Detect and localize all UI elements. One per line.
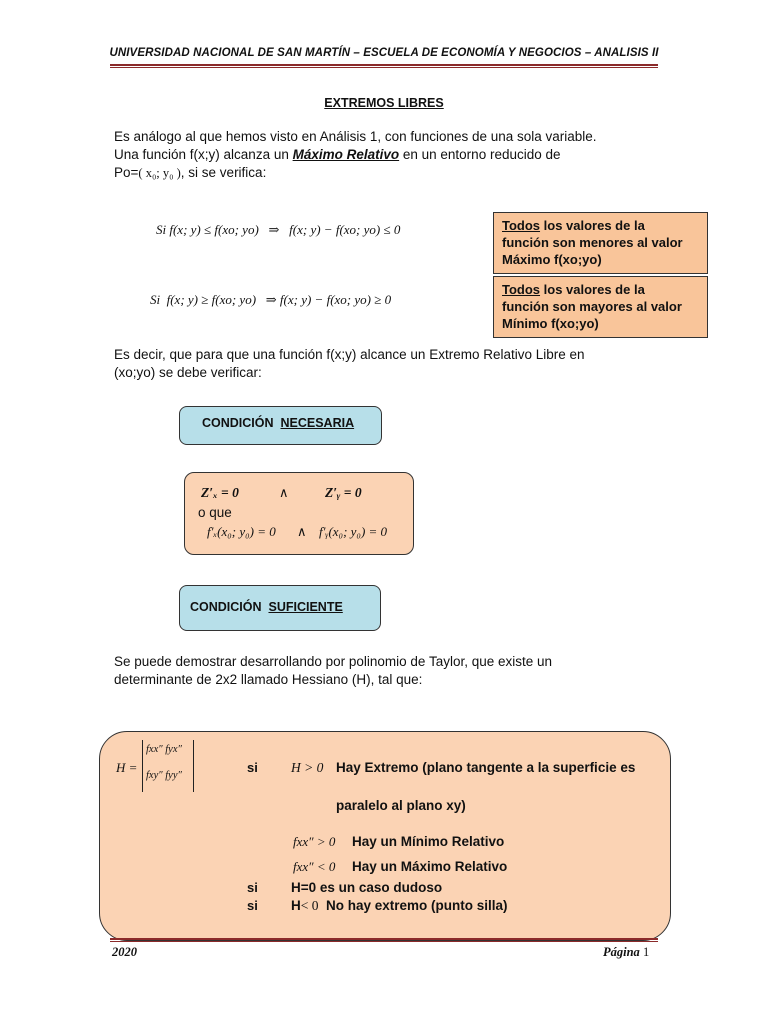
point-po: ( x₀; y₀ ) [138,166,181,180]
header-rule-thin [110,67,658,68]
footer-year: 2020 [112,945,137,959]
hay-extremo-text-2: paralelo al plano xy) [336,798,466,813]
page-header: UNIVERSIDAD NACIONAL DE SAN MARTÍN – ESCUELA DE ECONOMÍA Y NEGOCIOS – ANALISIS II [109,47,659,59]
maximo-relativo-term: Máximo Relativo [292,147,400,162]
zx-equation: Z′ₓ = 0 [201,485,239,500]
header-rule [110,64,658,66]
min-note-box [493,276,708,338]
si-label-1: si [247,760,258,775]
determinant-bars [142,740,194,792]
max-note-box [493,212,708,274]
footer-page-label: Página [603,945,640,959]
intro-line-1: Es análogo al que hemos visto en Análisis 1, con funciones de una sola variable. [114,129,597,144]
si-label-2: si [247,880,258,895]
condicion-suficiente-underlined: SUFICIENTE [268,600,343,614]
h-negative-line [291,898,508,914]
footer-page [603,945,649,960]
si-label-3: si [247,898,258,913]
min-note-todos: Todos [502,282,541,297]
footer-rule [110,938,658,940]
es-decir-line-2: (xo;yo) se debe verificar: [114,365,262,380]
taylor-line-2: determinante de 2x2 llamado Hessiano (H), tal que: [114,672,423,687]
max-note-rest: los valores de la [540,218,645,233]
hessian-h-equals: H = [116,760,138,775]
es-decir-line-1: Es decir, que para que una función f(x;y) alcance un Extremo Relativo Libre en [114,347,585,362]
fxx-negative-math: fxx″ < 0 [293,859,336,874]
condicion-suficiente-box [179,585,381,631]
h-negative-math: < 0 [300,898,319,913]
and-symbol-2: ∧ [297,524,307,539]
max-note-todos: Todos [502,218,541,233]
hessian-row-2: fxy″ fyy″ [146,770,182,781]
max-note-line-2: función son menores al valor [502,235,683,250]
hessian-row-1: fxx″ fyx″ [146,744,182,755]
h-negative-h: H [291,898,301,913]
min-note-line-2: función son mayores al valor [502,299,682,314]
fx-equation: f′ₓ(x₀; y₀) = 0 [207,524,276,539]
intro-line-2 [114,146,561,163]
maximo-relativo-text: Hay un Máximo Relativo [352,859,508,874]
condicion-necesaria-box [179,406,382,445]
min-note-line-1 [502,281,699,298]
max-note-line-1 [502,217,699,234]
intro-line-2-pre: Una función f(x;y) alcanza un [114,147,293,162]
hessian-box [99,731,671,941]
zy-equation: Z′ᵧ = 0 [325,485,362,500]
and-symbol-1: ∧ [279,485,289,500]
necesaria-formula-box [184,472,414,555]
o-que-text: o que [198,505,232,520]
footer-rule-thin [110,941,658,942]
fy-equation: f′ᵧ(x₀; y₀) = 0 [319,524,388,539]
intro-line-3-pre: Po= [114,165,139,180]
condicion-suficiente-label: CONDICIÓN [190,600,262,614]
h-zero-text: H=0 es un caso dudoso [291,880,443,895]
footer-page-number: 1 [642,945,650,959]
h-positive-math: H > 0 [291,760,324,775]
intro-line-3 [114,164,266,182]
min-note-line-3: Mínimo f(xo;yo) [502,316,599,331]
max-note-line-3: Máximo f(xo;yo) [502,252,602,267]
intro-line-2-post: en un entorno reducido de [399,147,561,162]
condicion-necesaria-underlined: NECESARIA [280,416,355,430]
min-note-rest: los valores de la [540,282,645,297]
minimo-relativo-text: Hay un Mínimo Relativo [352,834,505,849]
section-title: EXTREMOS LIBRES [324,96,444,110]
intro-line-3-post: , si se verifica: [180,165,267,180]
no-hay-extremo-text: No hay extremo (punto silla) [326,898,508,913]
min-condition-formula: Si f(x; y) ≥ f(xo; yo) ⇒ f(x; y) − f(xo; yo) ≥ 0 [150,292,392,307]
condicion-necesaria-label: CONDICIÓN [202,416,274,430]
fxx-positive-math: fxx″ > 0 [293,834,336,849]
taylor-line-1: Se puede demostrar desarrollando por polinomio de Taylor, que existe un [114,654,553,669]
max-condition-formula: Si f(x; y) ≤ f(xo; yo) ⇒ f(x; y) − f(xo; yo) ≤ 0 [156,222,401,237]
hay-extremo-text: Hay Extremo (plano tangente a la superficie es [336,760,636,775]
